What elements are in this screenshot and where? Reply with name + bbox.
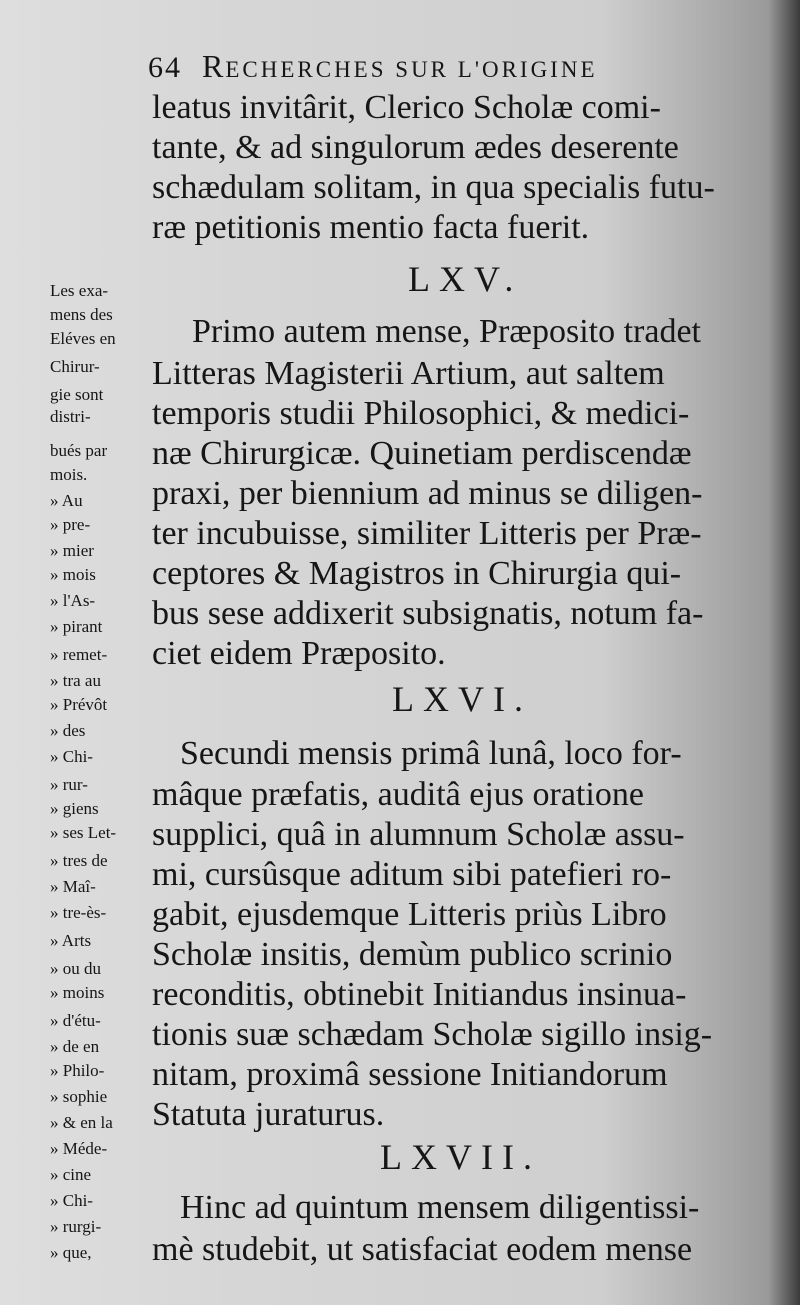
- marginal-note-line: » mier: [50, 541, 94, 560]
- marginal-note-line: » Au: [50, 491, 83, 510]
- body-line: Hinc ad quintum mensem diligentissi-: [180, 1189, 700, 1226]
- body-line: Scholæ insitis, demùm publico scrinio: [152, 936, 673, 973]
- marginal-note-line: » pre-: [50, 515, 91, 534]
- marginal-note-line: gie sont: [50, 385, 104, 404]
- marginal-note-line: » ou du: [50, 959, 101, 978]
- marginal-note-line: » tre-ès-: [50, 903, 107, 922]
- marginal-note-line: » Maî-: [50, 877, 96, 896]
- body-line: ciet eidem Præposito.: [152, 635, 446, 672]
- body-line: nitam, proximâ sessione Initiandorum: [152, 1056, 668, 1093]
- marginal-note-line: » moins: [50, 983, 105, 1002]
- page-number: 64: [148, 51, 182, 84]
- marginal-note-line: » l'As-: [50, 591, 96, 610]
- marginal-note-line: » rur-: [50, 775, 88, 794]
- running-title-rest-1: ECHERCHES SUR L'ORIGINE: [225, 57, 598, 82]
- marginal-note-line: » Arts: [50, 931, 92, 950]
- body-line: ceptores & Magistros in Chirurgia qui-: [152, 555, 682, 592]
- marginal-note-line: » que,: [50, 1243, 92, 1262]
- marginal-note-line: Eléves en: [50, 329, 116, 348]
- body-line: ræ petitionis mentio facta fuerit.: [152, 209, 590, 246]
- marginal-note-line: » remet-: [50, 645, 108, 664]
- body-line: ter incubuisse, similiter Litteris per Præ-: [152, 515, 702, 552]
- marginal-note-line: » Méde-: [50, 1139, 108, 1158]
- marginal-note-line: Chirur-: [50, 357, 100, 376]
- marginal-note-line: » Chi-: [50, 747, 93, 766]
- body-line: tante, & ad singulorum ædes deserente: [152, 129, 679, 166]
- body-line: bus sese addixerit subsignatis, notum fa-: [152, 595, 704, 632]
- body-line: leatus invitârit, Clerico Scholæ comi-: [152, 89, 661, 126]
- body-line: tionis suæ schædam Scholæ sigillo insig-: [152, 1016, 713, 1053]
- body-line: praxi, per biennium ad minus se diligen-: [152, 475, 703, 512]
- marginal-note-line: » d'étu-: [50, 1011, 101, 1030]
- section-heading-lxv: LXV.: [408, 259, 523, 299]
- body-line: Primo autem mense, Præposito tradet: [192, 313, 701, 350]
- marginal-note-line: » giens: [50, 799, 99, 818]
- marginal-note-line: » de en: [50, 1037, 100, 1056]
- body-line: Secundi mensis primâ lunâ, loco for-: [180, 735, 682, 772]
- marginal-note-line: » Chi-: [50, 1191, 93, 1210]
- body-line: supplici, quâ in alumnum Scholæ assu-: [152, 816, 685, 853]
- body-line: gabit, ejusdemque Litteris priùs Libro: [152, 896, 667, 933]
- marginal-note-line: » tra au: [50, 671, 101, 690]
- body-line: næ Chirurgicæ. Quinetiam perdiscendæ: [152, 435, 692, 472]
- marginal-note-line: bués par: [50, 441, 108, 460]
- marginal-note-line: » ses Let-: [50, 823, 117, 842]
- marginal-note-line: mens des: [50, 305, 113, 324]
- body-line: mâque præfatis, auditâ ejus oratione: [152, 776, 644, 813]
- marginal-note-line: » Philo-: [50, 1061, 105, 1080]
- marginal-note-line: » Prévôt: [50, 695, 108, 714]
- marginal-note-line: mois.: [50, 465, 88, 484]
- body-line: temporis studii Philosophici, & medici-: [152, 395, 690, 432]
- running-title-initial-1: R: [202, 48, 226, 84]
- body-line: reconditis, obtinebit Initiandus insinua-: [152, 976, 687, 1013]
- marginal-note-line: » tres de: [50, 851, 108, 870]
- marginal-note-line: distri-: [50, 407, 91, 426]
- body-line: Litteras Magisterii Artium, aut saltem: [152, 355, 665, 392]
- marginal-note-line: » mois: [50, 565, 96, 584]
- body-line: schædulam solitam, in qua specialis futu-: [152, 169, 715, 206]
- body-line: Statuta juraturus.: [152, 1096, 385, 1133]
- marginal-note-line: » & en la: [50, 1113, 113, 1132]
- body-line: mi, cursûsque aditum sibi patefieri ro-: [152, 856, 672, 893]
- marginal-note-line: » pirant: [50, 617, 103, 636]
- section-heading-lxvi: LXVI.: [392, 679, 532, 719]
- marginal-note-line: » des: [50, 721, 86, 740]
- marginal-note-line: » cine: [50, 1165, 92, 1184]
- marginal-note-line: » sophie: [50, 1087, 108, 1106]
- body-line: mè studebit, ut satisfaciat eodem mense: [152, 1231, 693, 1268]
- marginal-note-line: Les exa-: [50, 281, 109, 300]
- running-head: [148, 48, 748, 88]
- marginal-note-line: » rurgi-: [50, 1217, 102, 1236]
- section-heading-lxvii: LXVII.: [380, 1137, 541, 1177]
